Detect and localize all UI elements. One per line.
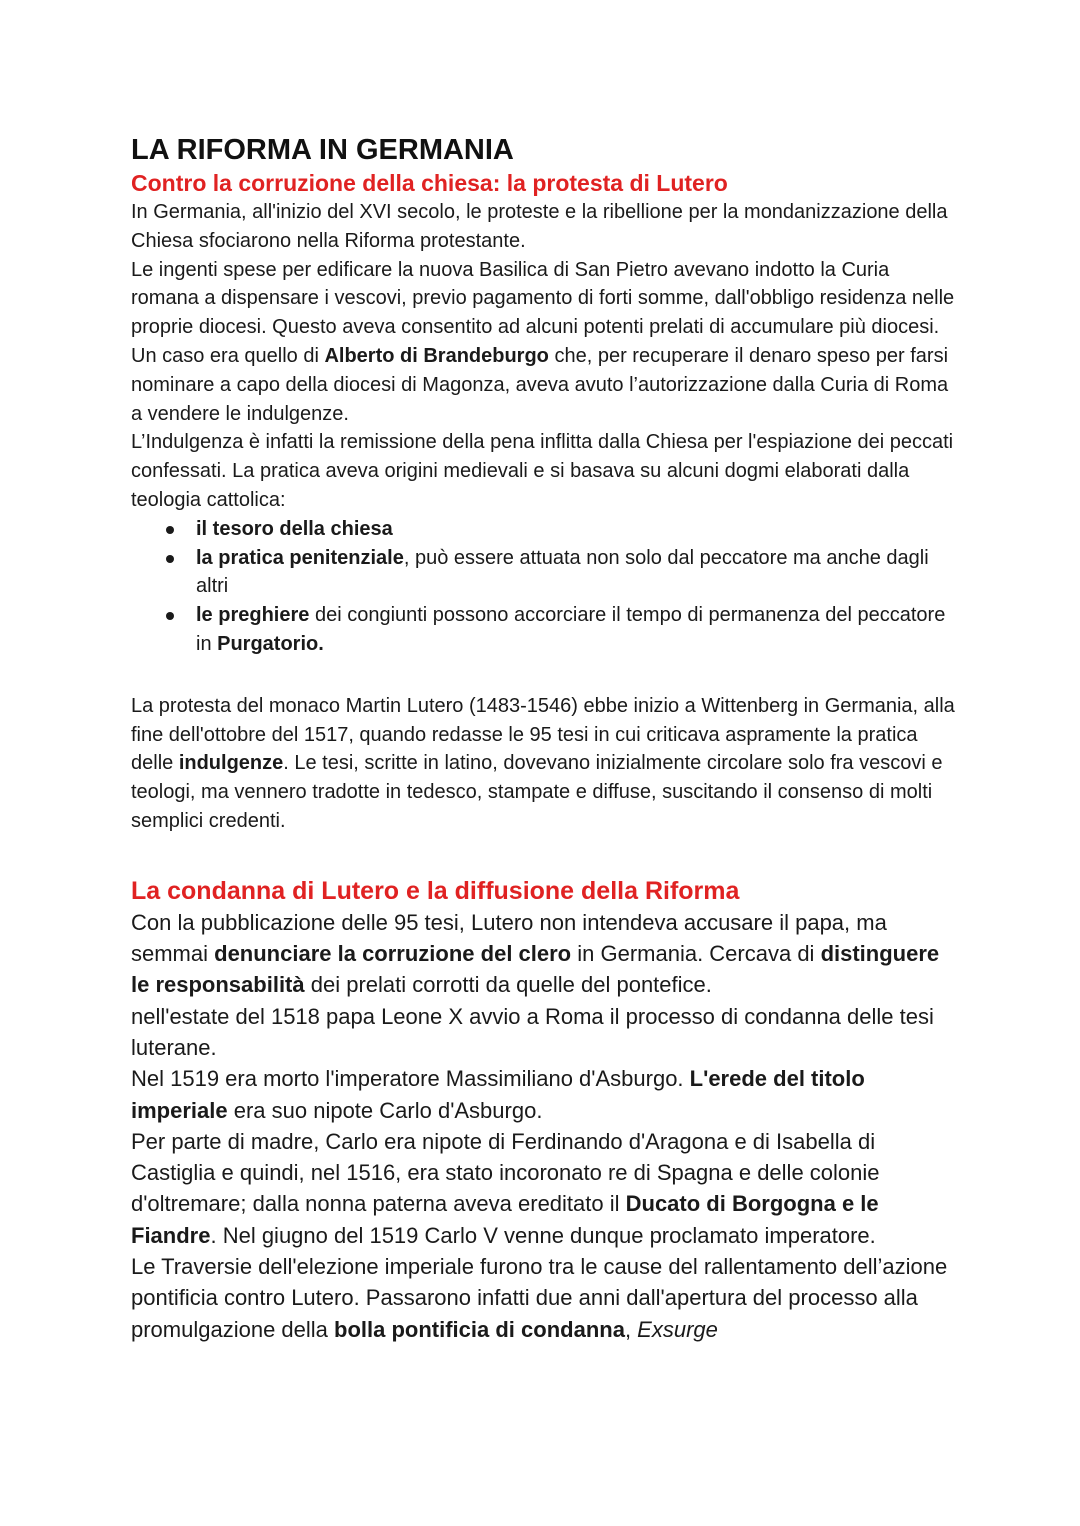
bullet-icon: [166, 612, 174, 620]
document-content: [131, 132, 961, 1345]
list-item: la pratica penitenziale, può essere attuata non solo dal peccatore ma anche dagli altri: [196, 544, 961, 602]
paragraph: L’Indulgenza è infatti la remissione della pena inflitta dalla Chiesa per l'espiazione dei peccati confessati. La pratica aveva origini medievali e si basava su alcuni dogmi elaborati dalla teologia cattolica:: [131, 431, 954, 511]
bullet-icon: [166, 526, 174, 534]
page-title: LA RIFORMA IN GERMANIA: [131, 134, 514, 166]
spacer: [131, 836, 961, 875]
paragraph: Nel 1519 era morto l'imperatore Massimiliano d'Asburgo. L'erede del titolo imperiale era suo nipote Carlo d'Asburgo.: [131, 1066, 865, 1123]
list-item: le preghiere dei congiunti possono accorciare il tempo di permanenza del peccatore in Purgatorio.: [196, 601, 961, 659]
paragraph: Con la pubblicazione delle 95 tesi, Lutero non intendeva accusare il papa, ma semmai denunciare la corruzione del clero in Germania. Cercava di distinguere le responsabilità dei prelati corrotti da quelle del pontefice.: [131, 909, 940, 998]
bold-term: Ducato di Borgogna e le Fiandre: [131, 1191, 879, 1248]
section-condanna: [131, 875, 961, 1345]
bold-term: L'erede del titolo imperiale: [131, 1066, 865, 1123]
bold-term: distinguere le responsabilità: [131, 941, 940, 998]
dogmi-list: [131, 515, 961, 659]
list-item: il tesoro della chiesa: [196, 515, 961, 544]
bold-term: indulgenze: [178, 752, 284, 775]
paragraph: Le ingenti spese per edificare la nuova Basilica di San Pietro avevano indotto la Curia romana a dispensare i vescovi, previo pagamento di forti somme, dall'obbligo residenza nelle proprie diocesi. Questo aveva consentito ad alcuni potenti prelati di accumulare più diocesi. Un caso era quello di Alberto di Brandeburgo che, per recuperare il denaro speso per farsi nominare a capo della diocesi di Magonza, aveva avuto l’autorizzazione dalla Curia di Roma a vendere le indulgenze.: [131, 258, 955, 425]
italic-term: Exsurge: [637, 1316, 718, 1342]
paragraph: In Germania, all'inizio del XVI secolo, le proteste e la ribellione per la mondanizzazione della Chiesa sfociarono nella Riforma protestante.: [131, 201, 948, 252]
bold-term: denunciare la corruzione del clero: [214, 941, 572, 967]
paragraph: Le Traversie dell'elezione imperiale furono tra le cause del rallentamento dell’azione pontificia contro Lutero. Passarono infatti due anni dall'apertura del processo alla promulgazione della bolla pontificia di condanna, Exsurge: [131, 1254, 948, 1342]
section-heading: La condanna di Lutero e la diffusione della Riforma: [131, 876, 740, 905]
spacer: [131, 659, 961, 692]
paragraph: nell'estate del 1518 papa Leone X avvio a Roma il processo di condanna delle tesi luterane.: [131, 1003, 934, 1060]
bold-term: bolla pontificia di condanna: [334, 1316, 625, 1342]
bullet-icon: [166, 555, 174, 563]
section-heading: Contro la corruzione della chiesa: la protesta di Lutero: [131, 170, 728, 196]
bold-term: Alberto di Brandeburgo: [324, 344, 549, 367]
section-protesta: [131, 168, 961, 836]
paragraph: Per parte di madre, Carlo era nipote di Ferdinando d'Aragona e di Isabella di Castiglia e quindi, nel 1516, era stato incoronato re di Spagna e delle colonie d'oltremare; dalla nonna paterna aveva ereditato il Ducato di Borgogna e le Fiandre. Nel giugno del 1519 Carlo V venne dunque proclamato imperatore.: [131, 1128, 880, 1248]
paragraph: La protesta del monaco Martin Lutero (1483-1546) ebbe inizio a Wittenberg in Germania, alla fine dell'ottobre del 1517, quando redasse le 95 tesi in cui criticava aspramente la pratica delle indulgenze. Le tesi, scritte in latino, dovevano inizialmente circolare solo fra vescovi e teologi, ma vennero tradotte in tedesco, stampate e diffuse, suscitando il consenso di molti semplici credenti.: [131, 694, 955, 832]
